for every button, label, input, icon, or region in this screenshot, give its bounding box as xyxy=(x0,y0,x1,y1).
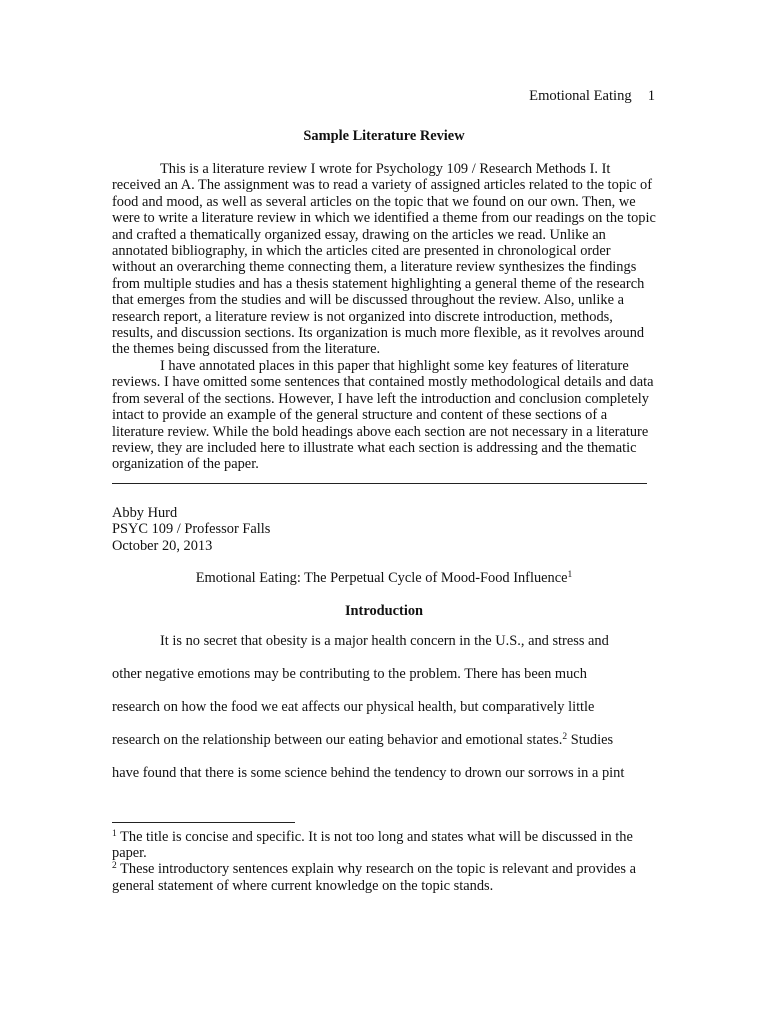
footnote-text: These introductory sentences explain why research on the topic is relevant and provides a general statement of where current knowledge on the topic stands. xyxy=(112,861,636,894)
paper-title xyxy=(0,570,768,586)
sample-review-title: Sample Literature Review xyxy=(303,128,465,144)
author-block xyxy=(112,505,270,554)
description-paragraph: I have annotated places in this paper that highlight some key features of literature reviews. I have omitted some sentences that contained mostly methodological details and data from several of the sections. However, I have left the introduction and conclusion completely intact to provide an example of the general structure and content of these sections of a literature review. While the bold headings above each section are not necessary in a literature review, they are included here to illustrate what each section is addressing and the thematic organization of the paper. xyxy=(112,357,654,473)
body-line xyxy=(112,765,657,798)
sample-description xyxy=(112,161,657,473)
footnote-ref: 1 xyxy=(567,570,573,580)
footnote-mark: 2 xyxy=(112,861,117,872)
footnote-mark: 1 xyxy=(112,829,117,839)
running-head-title: Emotional Eating xyxy=(529,88,632,104)
body-line-text: research on the relationship between our eating behavior and emotional states. xyxy=(112,732,563,748)
footnote xyxy=(112,829,657,861)
course-info: PSYC 109 / Professor Falls xyxy=(112,521,271,538)
body-line xyxy=(112,666,657,699)
body-text xyxy=(112,633,657,798)
body-line-text: research on how the food we eat affects our physical health, but comparatively little xyxy=(112,699,595,715)
body-line xyxy=(112,633,657,666)
body-line-text: have found that there is some science behind the tendency to drown our sorrows in a pint xyxy=(112,765,625,781)
footnotes xyxy=(112,829,657,894)
footnote xyxy=(112,861,657,893)
footnote-rule xyxy=(112,822,295,823)
section-heading: Introduction xyxy=(344,603,424,619)
page-number: 1 xyxy=(647,88,655,104)
footnote-ref: 2 xyxy=(562,732,568,742)
body-line xyxy=(112,699,657,732)
body-line-text: other negative emotions may be contributing to the problem. There has been much xyxy=(112,666,587,682)
body-line-text: Studies xyxy=(567,732,614,748)
description-paragraph: This is a literature review I wrote for Psychology 109 / Research Methods I. It received an A. The assignment was to read a variety of assigned articles related to the topic of food and mood, as well as several articles on the topic that we found on our own. Then, we were to write a literature review in which we identified a theme from our readings on the topic and crafted a thematically organized essay, drawing on the articles we read. Unlike an annotated bibliography, in which the articles cited are presented in chronological order without an overarching theme connecting them, a literature review synthesizes the findings from multiple studies and has a thesis statement highlighting a general theme of the research that emerges from the studies and will be discussed throughout the review. Also, unlike a research report, a literature review is not organized into discrete introduction, methods, results, and discussion sections. Its organization is much more flexible, as it revolves around the themes being discussed from the literature. xyxy=(112,161,656,358)
paper-title-text: Emotional Eating: The Perpetual Cycle of Mood-Food Influence xyxy=(195,570,568,586)
footnote-text: The title is concise and specific. It is not too long and states what will be discussed in the paper. xyxy=(112,829,633,862)
paper-date: October 20, 2013 xyxy=(112,537,213,554)
author-name: Abby Hurd xyxy=(112,505,178,521)
separator-rule xyxy=(112,483,647,484)
running-head xyxy=(529,88,655,104)
body-line xyxy=(112,732,657,765)
body-line-text: It is no secret that obesity is a major health concern in the U.S., and stress and xyxy=(160,633,609,649)
